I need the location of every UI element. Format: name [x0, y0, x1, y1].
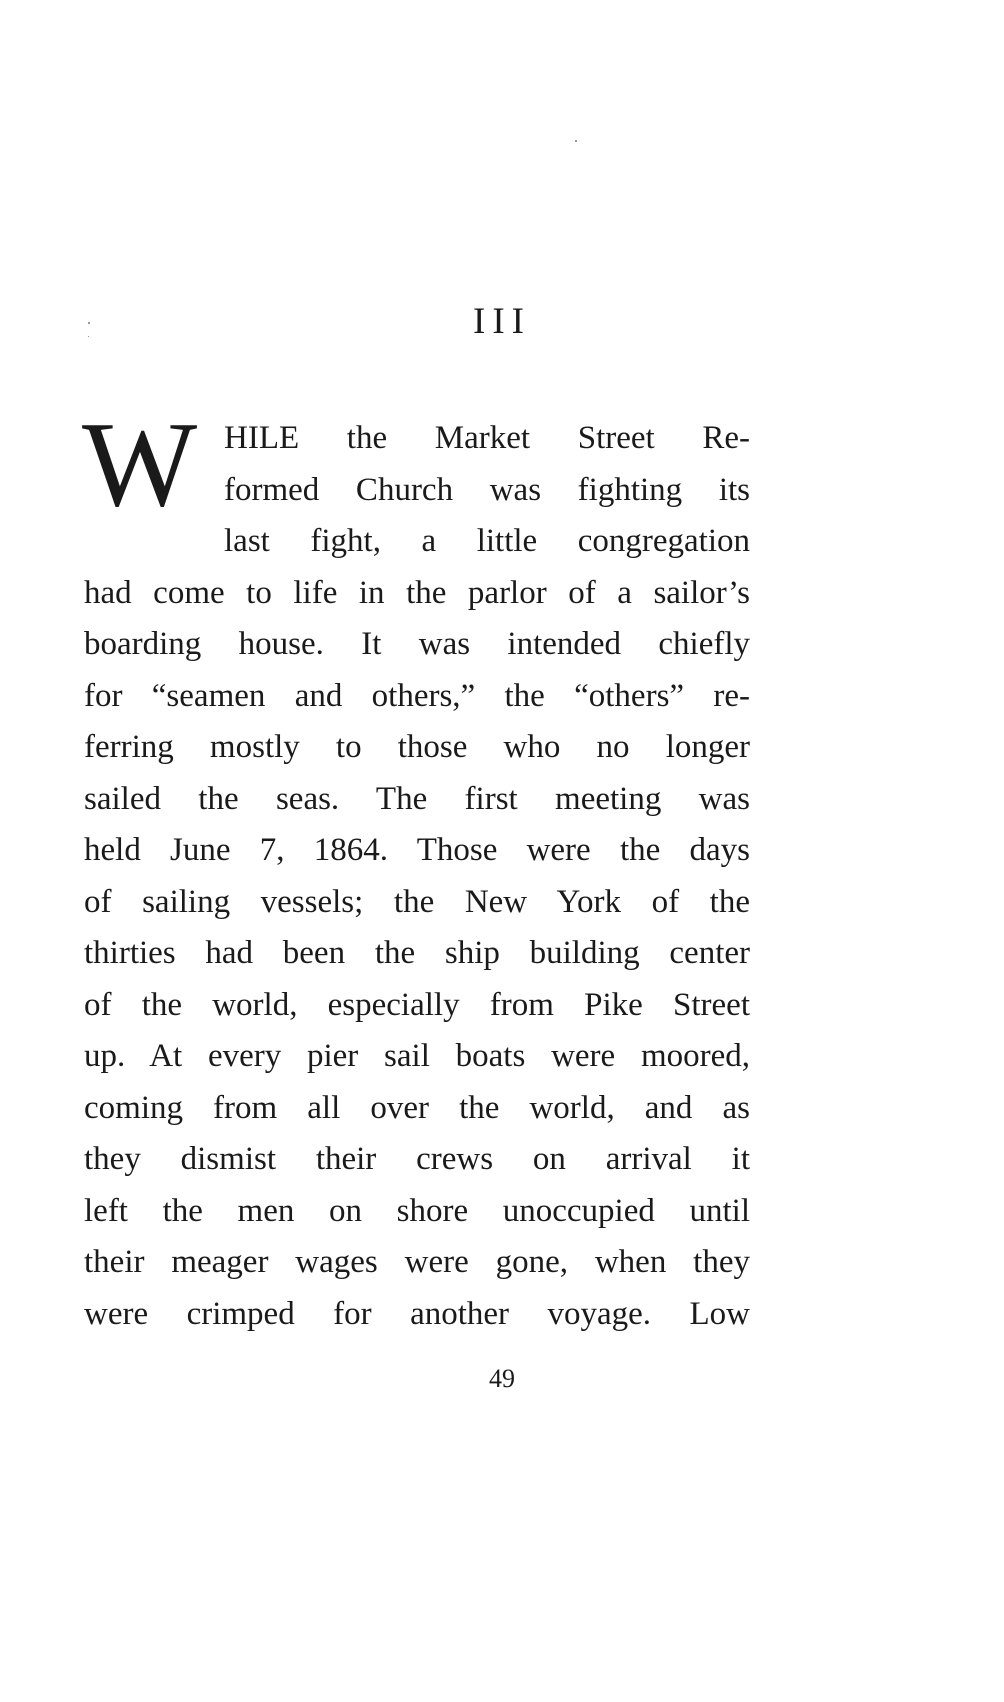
text-line: were crimped for another voyage. Low [84, 1295, 750, 1332]
text-line: of sailing vessels; the New York of the [84, 883, 750, 920]
text-line: sailed the seas. The first meeting was [84, 780, 750, 817]
page-number: 49 [489, 1364, 515, 1393]
text-line: they dismist their crews on arrival it [84, 1141, 750, 1177]
text-line: ferring mostly to those who no longer [84, 729, 750, 765]
text-line: HILE the Market Street Re- [224, 420, 750, 456]
text-line: their meager wages were gone, when they [84, 1244, 750, 1280]
body-paragraph [82, 397, 750, 1340]
text-line: had come to life in the parlor of a sailor’s [84, 574, 750, 611]
text-line: thirties had been the ship building center [84, 935, 750, 971]
drop-cap: W [82, 397, 198, 532]
text-line: coming from all over the world, and as [84, 1089, 750, 1126]
text-line: formed Church was fighting its [224, 471, 750, 508]
text-line: last fight, a little congregation [224, 523, 750, 559]
chapter-number: III [473, 301, 531, 342]
text-line: left the men on shore unoccupied until [84, 1192, 750, 1229]
scan-speck [575, 140, 577, 142]
text-line: of the world, especially from Pike Street [84, 986, 750, 1023]
text-line: for “seamen and others,” the “others” re- [84, 677, 750, 714]
text-line: held June 7, 1864. Those were the days [84, 832, 750, 868]
text-line: up. At every pier sail boats were moored, [84, 1038, 750, 1074]
text-line: boarding house. It was intended chiefly [84, 626, 750, 662]
